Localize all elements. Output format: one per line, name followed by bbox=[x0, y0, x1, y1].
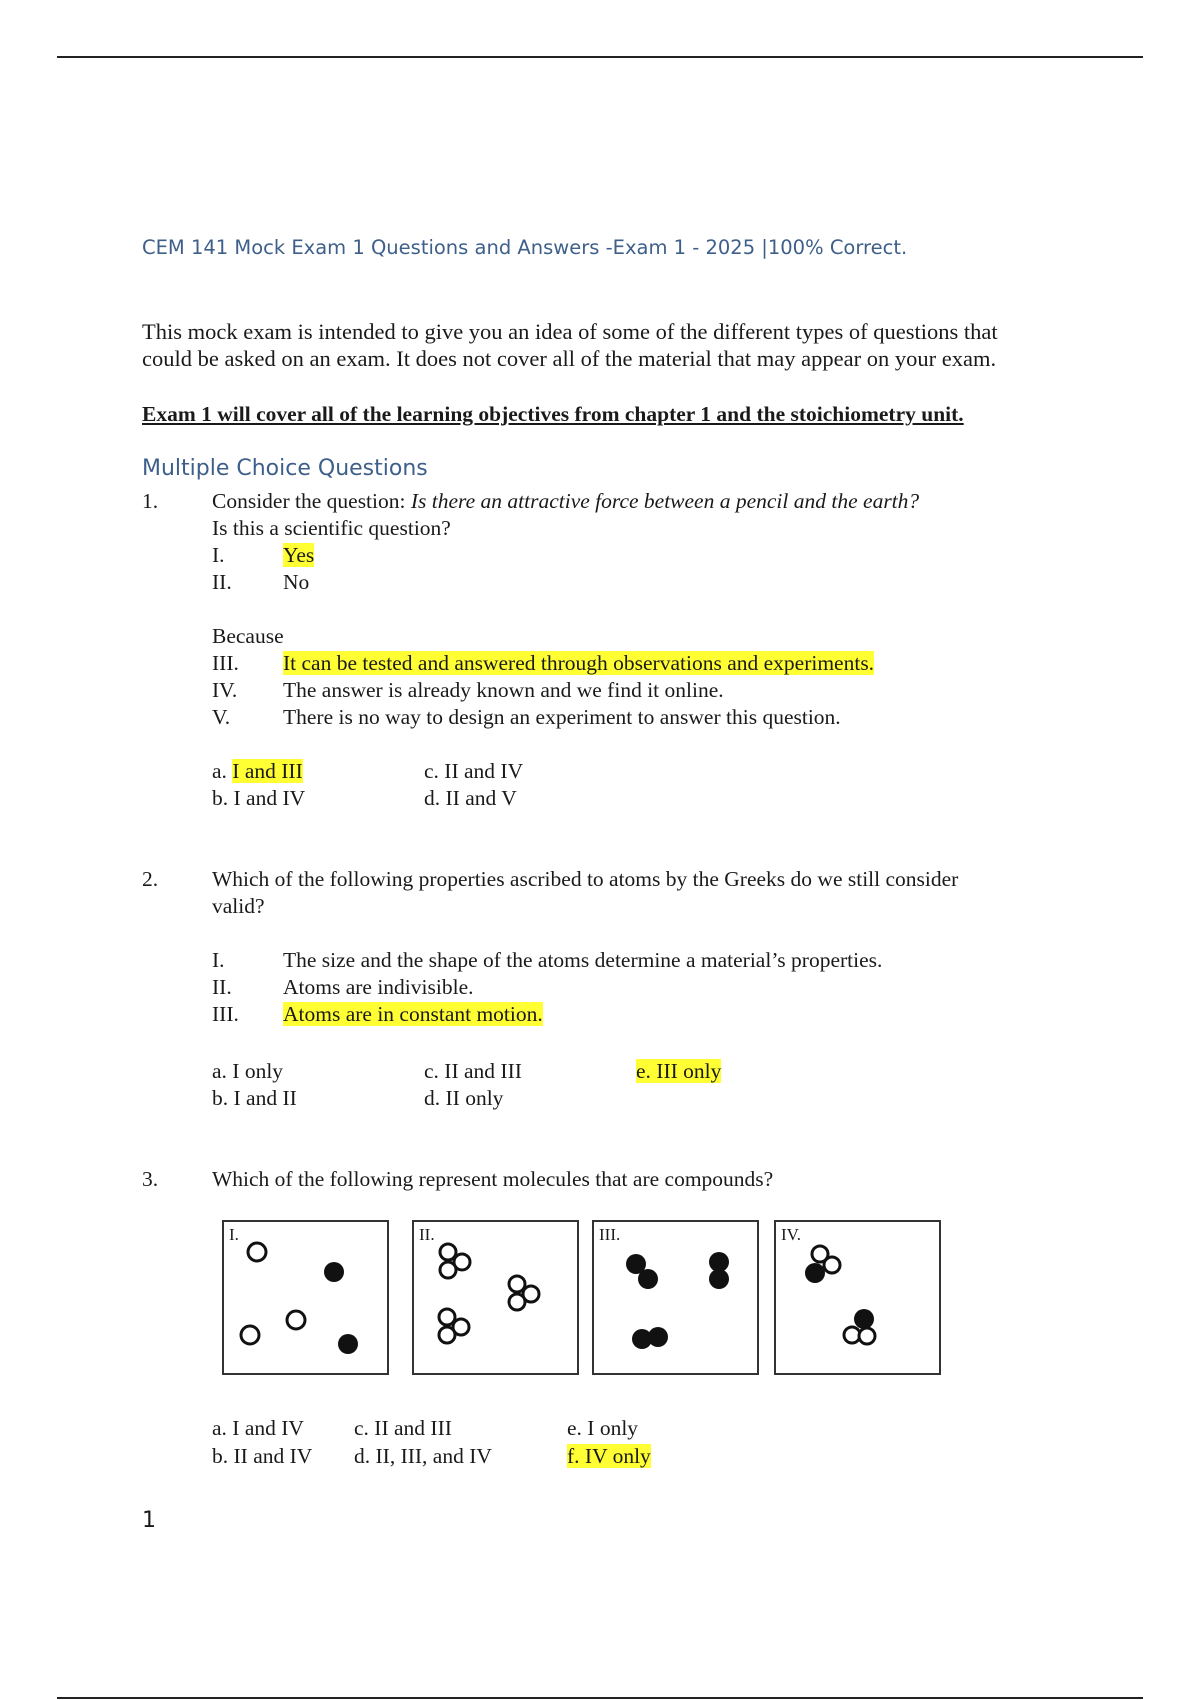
molecule-diagram bbox=[414, 1222, 577, 1373]
answer-choice-d: d. II, III, and IV bbox=[354, 1444, 492, 1468]
intro-paragraph bbox=[142, 318, 1052, 372]
answer-choice-a bbox=[212, 758, 303, 785]
answer-choice-a: a. I and IV bbox=[212, 1416, 304, 1440]
page-title: CEM 141 Mock Exam 1 Questions and Answers -Exam 1 - 2025 |100% Correct. bbox=[142, 236, 908, 259]
highlighted-answer: Atoms are in constant motion. bbox=[283, 1002, 543, 1026]
item-text: Atoms are indivisible. bbox=[283, 975, 474, 999]
top-rule bbox=[57, 56, 1143, 58]
answer-prefix: a. bbox=[212, 759, 233, 783]
item-text: The size and the shape of the atoms determine a material’s properties. bbox=[283, 948, 883, 972]
white-atom bbox=[287, 1311, 305, 1329]
molecule-box-4 bbox=[774, 1220, 941, 1375]
answer-choice-b: b. I and II bbox=[212, 1086, 297, 1110]
option-text: No bbox=[283, 570, 310, 594]
molecule-box-2 bbox=[412, 1220, 579, 1375]
reason-numeral: III. bbox=[212, 651, 239, 675]
black-atom bbox=[324, 1262, 344, 1282]
answer-choice-e: e. I only bbox=[567, 1416, 639, 1440]
question-text-line-2: valid? bbox=[212, 894, 265, 918]
intro-line-2: could be asked on an exam. It does not cover all of the material that may appear on your exam. bbox=[142, 346, 997, 371]
answer-choice-c: c. II and III bbox=[354, 1416, 452, 1440]
answer-choice-b: b. I and IV bbox=[212, 786, 306, 810]
molecule-diagram bbox=[594, 1222, 757, 1373]
answer-choice-f bbox=[567, 1443, 651, 1470]
triatomic-white-molecule bbox=[509, 1276, 539, 1310]
triatomic-white-molecule bbox=[439, 1309, 469, 1343]
item-text bbox=[283, 1001, 543, 1028]
reason-text bbox=[283, 650, 874, 677]
mixed-molecule bbox=[844, 1309, 875, 1344]
answer-choice-d: d. II only bbox=[424, 1086, 504, 1110]
question-italic: Is there an attractive force between a pencil and the earth? bbox=[410, 489, 920, 513]
molecule-box-1 bbox=[222, 1220, 389, 1375]
item-numeral: II. bbox=[212, 975, 232, 999]
question-text: Which of the following properties ascribed to atoms by the Greeks do we still consider bbox=[212, 867, 959, 891]
reason-text: There is no way to design an experiment to answer this question. bbox=[283, 705, 841, 729]
option-numeral: II. bbox=[212, 570, 232, 594]
black-atom bbox=[338, 1334, 358, 1354]
exam-coverage-note: Exam 1 will cover all of the learning objectives from chapter 1 and the stoichiometry unit. bbox=[142, 402, 964, 426]
triatomic-white-molecule bbox=[440, 1244, 470, 1278]
item-numeral: III. bbox=[212, 1002, 239, 1026]
question-lead: Consider the question: bbox=[212, 489, 411, 513]
highlighted-answer: I and III bbox=[232, 759, 303, 783]
intro-line-1: This mock exam is intended to give you an idea of some of the different types of questions that bbox=[142, 319, 998, 344]
diatomic-black-molecule bbox=[632, 1327, 668, 1349]
diatomic-black-molecule bbox=[626, 1254, 658, 1289]
reason-text: The answer is already known and we find it online. bbox=[283, 678, 724, 702]
box-label: II. bbox=[419, 1225, 435, 1244]
white-atom bbox=[241, 1326, 259, 1344]
question-number: 3. bbox=[142, 1167, 159, 1191]
option-text bbox=[283, 542, 314, 569]
molecule-box-3 bbox=[592, 1220, 759, 1375]
molecule-diagram bbox=[224, 1222, 387, 1373]
question-text: Which of the following represent molecules that are compounds? bbox=[212, 1167, 774, 1191]
because-label: Because bbox=[212, 624, 284, 648]
box-label: III. bbox=[599, 1225, 621, 1244]
option-numeral: I. bbox=[212, 543, 225, 567]
molecule-diagram bbox=[776, 1222, 939, 1373]
highlighted-answer: It can be tested and answered through observations and experiments. bbox=[283, 651, 875, 675]
highlighted-answer: Yes bbox=[283, 543, 315, 567]
question-number: 2. bbox=[142, 867, 159, 891]
section-heading: Multiple Choice Questions bbox=[142, 456, 428, 481]
answer-choice-d: d. II and V bbox=[424, 786, 517, 810]
answer-choice-e bbox=[636, 1058, 721, 1085]
box-label: IV. bbox=[781, 1225, 801, 1244]
bottom-rule bbox=[57, 1697, 1143, 1699]
answer-choice-a: a. I only bbox=[212, 1059, 284, 1083]
page-number: 1 bbox=[142, 1508, 156, 1533]
white-atom bbox=[248, 1243, 266, 1261]
reason-numeral: IV. bbox=[212, 678, 238, 702]
question-text-line-2: Is this a scientific question? bbox=[212, 516, 451, 540]
question-text bbox=[212, 488, 919, 515]
reason-numeral: V. bbox=[212, 705, 231, 729]
item-numeral: I. bbox=[212, 948, 225, 972]
mixed-molecule bbox=[805, 1246, 840, 1283]
answer-choice-b: b. II and IV bbox=[212, 1444, 313, 1468]
highlighted-answer: e. III only bbox=[636, 1059, 722, 1083]
question-number: 1. bbox=[142, 489, 159, 513]
diatomic-black-molecule bbox=[709, 1252, 729, 1289]
answer-choice-c: c. II and III bbox=[424, 1059, 522, 1083]
highlighted-answer: f. IV only bbox=[567, 1444, 651, 1468]
box-label: I. bbox=[229, 1225, 239, 1244]
answer-choice-c: c. II and IV bbox=[424, 759, 524, 783]
